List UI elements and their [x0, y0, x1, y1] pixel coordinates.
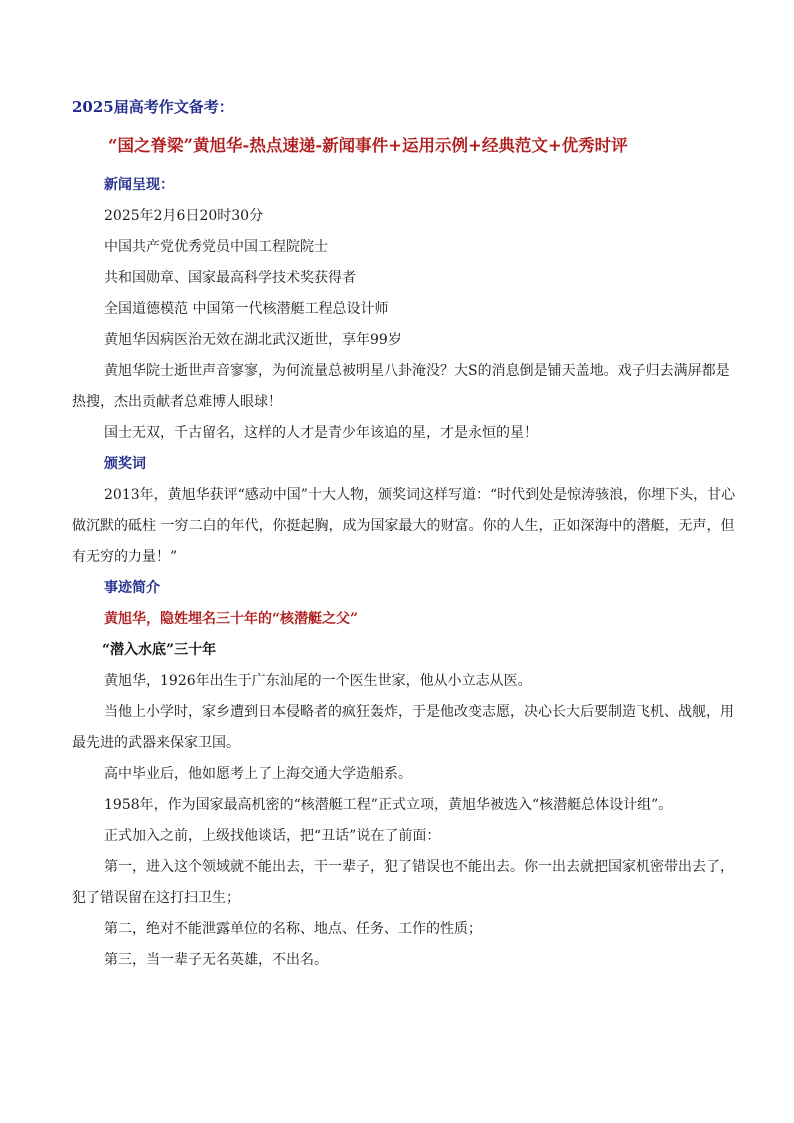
story-paragraph: 第二，绝对不能泄露单位的名称、地点、任务、工作的性质；	[104, 921, 482, 937]
story-paragraph: 第三，当一辈子无名英雄，不出名。	[104, 952, 328, 968]
story-paragraph: 1958年，作为国家最高机密的“核潜艇工程”正式立项，黄旭华被选入“核潜艇总体设计组”。	[104, 797, 673, 813]
news-line: 2025年2月6日20时30分	[104, 208, 264, 224]
news-line: 中国共产党优秀党员中国工程院院士	[104, 239, 328, 255]
news-line: 共和国勋章、国家最高科学技术奖获得者	[104, 270, 356, 286]
document-title: “国之脊梁”黄旭华-热点速递-新闻事件+运用示例+经典范文+优秀时评	[108, 136, 628, 155]
story-section-title: “潜入水底”三十年	[102, 642, 217, 658]
document-header: 2025届高考作文备考：	[72, 98, 234, 116]
document-body	[72, 170, 740, 976]
award-paragraph: 2013年，黄旭华获评“感动中国”十大人物，颁奖词这样写道：“时代到处是惊涛骇浪，你埋下头，甘心做沉默的砥柱 一穷二白的年代，你挺起胸，成为国家最大的财富。你的人生，正如深海中的潜艇，无声，但有无穷的力量！”	[72, 487, 736, 565]
story-paragraph: 第一，进入这个领域就不能出去，干一辈子，犯了错误也不能出去。你一出去就把国家机密带出去了，犯了错误留在这打扫卫生；	[72, 859, 734, 906]
news-paragraph: 黄旭华院士逝世声音寥寥，为何流量总被明星八卦淹没？大S的消息倒是铺天盖地。戏子归去满屏都是热搜，杰出贡献者总难博人眼球！	[72, 363, 730, 410]
news-line: 黄旭华因病医治无效在湖北武汉逝世，享年99岁	[104, 332, 402, 348]
story-paragraph: 黄旭华，1926年出生于广东汕尾的一个医生世家，他从小立志从医。	[104, 673, 532, 689]
story-subtitle: 黄旭华，隐姓埋名三十年的“核潜艇之父”	[104, 611, 359, 627]
story-paragraph: 当他上小学时，家乡遭到日本侵略者的疯狂轰炸，于是他改变志愿，决心长大后要制造飞机、战舰，用最先进的武器来保家卫国。	[72, 704, 734, 751]
story-paragraph: 正式加入之前，上级找他谈话，把“丑话”说在了前面：	[104, 828, 441, 844]
story-paragraph: 高中毕业后，他如愿考上了上海交通大学造船系。	[104, 766, 412, 782]
news-line: 全国道德模范 中国第一代核潜艇工程总设计师	[104, 301, 389, 317]
story-heading: 事迹简介	[104, 580, 160, 596]
award-heading: 颁奖词	[104, 456, 146, 472]
news-heading: 新闻呈现：	[104, 177, 174, 193]
news-paragraph: 国士无双，千古留名，这样的人才是青少年该追的星，才是永恒的星！	[104, 425, 538, 441]
